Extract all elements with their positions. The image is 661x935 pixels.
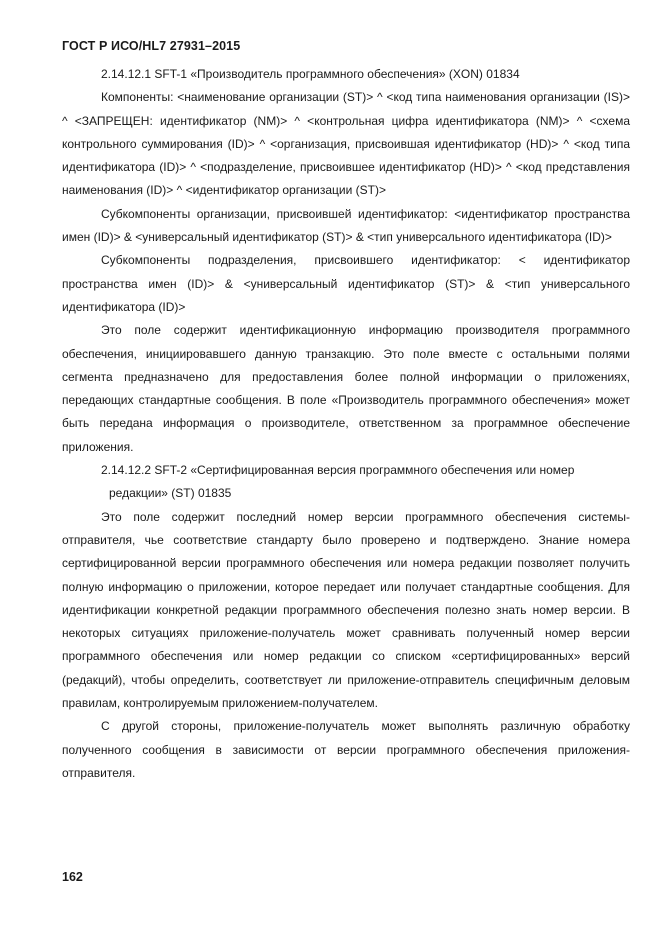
subcomponents-department-paragraph: Субкомпоненты подразделения, присвоившего идентификатор: < идентификатор пространства имен (ID)> & <универсальный идентификатор (ST)> & <тип универсального идентификатора (ID)> [62,253,630,314]
document-header: ГОСТ Р ИСО/HL7 27931–2015 [62,39,241,53]
page-number: 162 [62,870,83,884]
section-heading-sft-2-continuation: редакции» (ST) 01835 [109,486,232,501]
section-heading-sft-2: 2.14.12.2 SFT-2 «Сертифицированная версия программного обеспечения или номер [101,463,575,478]
document-body [62,63,630,785]
components-paragraph: Компоненты: <наименование организации (ST)> ^ <код типа наименования организации (IS)> ^ <ЗАПРЕЩЕН: идентификатор (NM)> ^ <контрольная цифра идентификатора (NM)> ^ <схема контрольного суммирования (ID)> ^ <организация, присвоившая идентификатор (HD)> ^ <код типа идентификатора (ID)> ^ <подразделение, присвоившее идентификатор (HD)> ^ <код представления наименования (ID)> ^ <идентификатор организации (ST)> [62,90,630,198]
version-description-paragraph: Это поле содержит последний номер версии программного обеспечения системы-отправителя, чье соответствие стандарту было проверено и подтверждено. Знание номера сертифицированной версии программного обеспечения или номера редакции позволяет получить полную информацию о приложении, которое передает или получает стандартные сообщения. Для идентификации конкретной редакции программного обеспечения полезно знать номер версии. В некоторых ситуациях приложение-получатель может сравнивать полученный номер версии программного обеспечения или номер редакции со списком «сертифицированных» версий (редакций), чтобы определить, соответствует ли приложение-отправитель специфичным деловым правилам, контролируемым приложением-получателем. [62,509,630,711]
processing-description-paragraph: С другой стороны, приложение-получатель может выполнять различную обработку полученного сообщения в зависимости от версии программного обеспечения приложения-отправителя. [62,719,630,780]
subcomponents-organization-paragraph: Субкомпоненты организации, присвоившей идентификатор: <идентификатор пространства имен (ID)> & <универсальный идентификатор (ST)> & <тип универсального идентификатора (ID)> [62,206,630,245]
field-description-paragraph: Это поле содержит идентификационную информацию производителя программного обеспечения, инициировавшего данную транзакцию. Это поле вместе с остальными полями сегмента предназначено для предоставления более полной информации о приложениях, передающих стандартные сообщения. В поле «Производитель программного обеспечения» может быть передана информация о производителе, ответственном за программное обеспечение приложения. [62,323,630,454]
section-heading-sft-1: 2.14.12.1 SFT-1 «Производитель программного обеспечения» (XON) 01834 [101,67,520,81]
